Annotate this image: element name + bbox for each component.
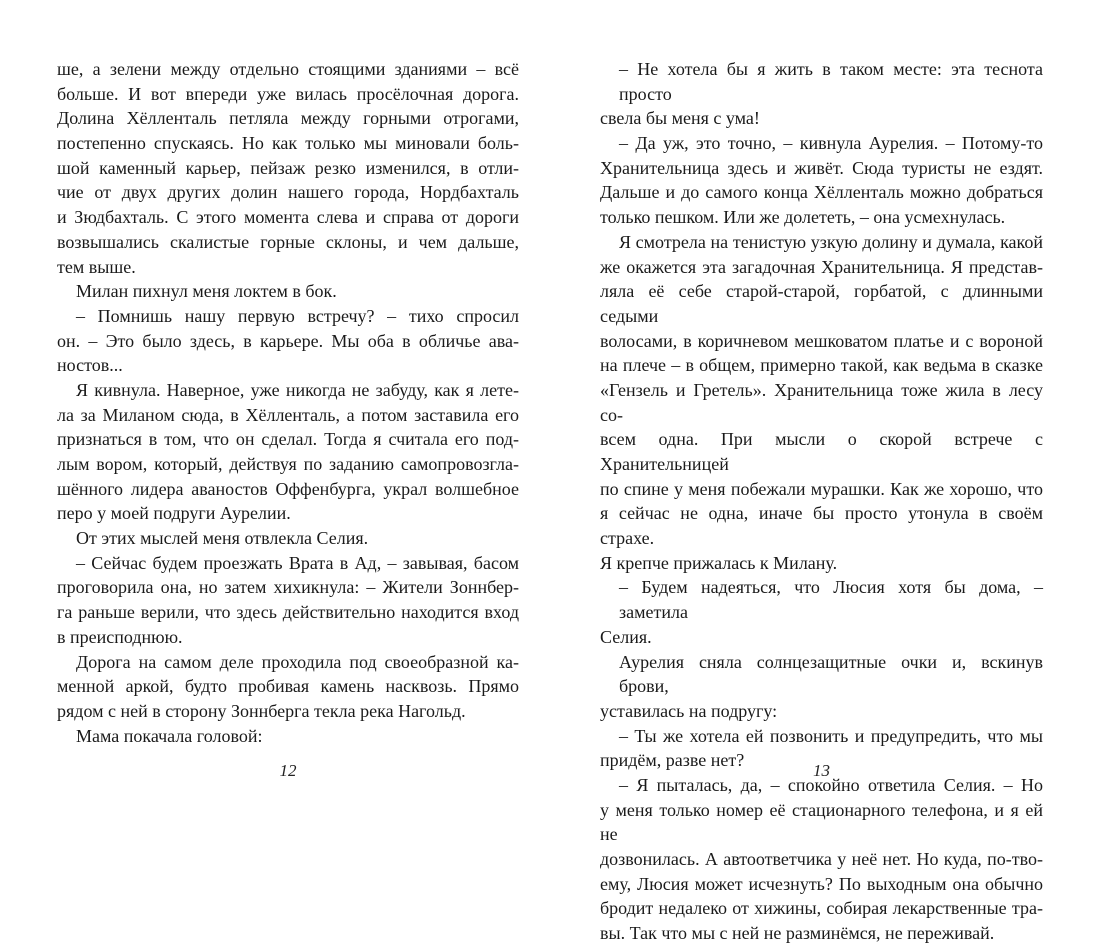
text-line: ностов... bbox=[57, 355, 123, 376]
text-line: менной аркой, будто пробивая камень насквозь. Прямо bbox=[57, 676, 519, 697]
text-line: – Сейчас будем проезжать Врата в Ад, – завывая, басом bbox=[76, 552, 519, 573]
paragraph bbox=[600, 650, 1043, 724]
paragraph bbox=[57, 526, 519, 551]
page-number-right: 13 bbox=[813, 761, 830, 780]
text-line: ла за Миланом сюда, в Хёлленталь, а потом заставила его bbox=[57, 404, 519, 425]
text-line: ше, а зелени между отдельно стоящими зданиями – всё bbox=[57, 59, 519, 79]
book-page-right bbox=[600, 57, 1043, 946]
book-page-left bbox=[57, 57, 519, 748]
text-line: Аурелия сняла солнцезащитные очки и, вскинув брови, bbox=[619, 651, 1043, 697]
text-line: га раньше верили, что здесь действительно находится вход bbox=[57, 602, 519, 623]
text-line: всем одна. При мысли о скорой встрече с Хранительницей bbox=[600, 429, 1043, 474]
text-line: Я кивнула. Наверное, уже никогда не забуду, как я лете- bbox=[76, 379, 519, 400]
text-line: по спине у меня побежали мурашки. Как же хорошо, что bbox=[600, 478, 1043, 499]
text-line: придём, разве нет? bbox=[600, 750, 745, 771]
text-line: – Я пыталась, да, – спокойно ответила Селия. – Но bbox=[619, 774, 1043, 795]
text-line: признаться в том, что он сделал. Тогда я считала его под- bbox=[57, 429, 519, 450]
paragraph bbox=[57, 304, 519, 378]
text-line: Хранительница здесь и живёт. Сюда туристы не ездят. bbox=[600, 157, 1043, 178]
text-line: дозвонилась. А автоответчика у неё нет. Но куда, по-тво- bbox=[600, 849, 1043, 869]
text-line: возвышались скалистые горные склоны, и чем дальше, bbox=[57, 231, 519, 252]
paragraph bbox=[57, 378, 519, 526]
text-line: Дальше и до самого конца Хёлленталь можно добраться bbox=[600, 182, 1043, 203]
text-line: постепенно спускаясь. Но как только мы миновали боль- bbox=[57, 133, 519, 154]
text-line: Мама покачала головой: bbox=[76, 725, 263, 746]
text-line: шённого лидера аваностов Оффенбурга, украл волшебное bbox=[57, 478, 519, 499]
text-line: лым вором, который, действуя по заданию самопровозгла- bbox=[57, 454, 519, 474]
text-line: Я крепче прижалась к Милану. bbox=[600, 552, 838, 573]
text-line: свела бы меня с ума! bbox=[600, 108, 760, 129]
text-line: на плече – в общем, примерно такой, как ведьма в сказке bbox=[600, 355, 1043, 376]
text-line: больше. И вот впереди уже вилась просёлочная дорога. bbox=[57, 83, 519, 104]
text-line: – Ты же хотела ей позвонить и предупредить, что мы bbox=[619, 725, 1043, 746]
text-line: же окажется эта загадочная Хранительница. Я представ- bbox=[600, 256, 1043, 277]
text-line: ему, Люсия может исчезнуть? По выходным она обычно bbox=[600, 873, 1043, 894]
text-line: волосами, в коричневом мешковатом платье и с вороной bbox=[600, 330, 1043, 351]
text-line: – Не хотела бы я жить в таком месте: эта теснота просто bbox=[619, 59, 1043, 104]
text-line: – Помнишь нашу первую встречу? – тихо спросил bbox=[76, 305, 519, 326]
paragraph bbox=[57, 57, 519, 279]
text-line: у меня только номер её стационарного телефона, и я ей не bbox=[600, 799, 1043, 845]
paragraph bbox=[600, 57, 1043, 131]
paragraph bbox=[600, 230, 1043, 576]
text-line: Дорога на самом деле проходила под своеобразной ка- bbox=[76, 651, 519, 672]
text-line: тем выше. bbox=[57, 256, 136, 277]
text-line: уставилась на подругу: bbox=[600, 700, 778, 721]
text-line: в преисподнюю. bbox=[57, 626, 183, 647]
text-line: рядом с ней в сторону Зоннберга текла река Нагольд. bbox=[57, 700, 466, 721]
text-line: проговорила она, но затем хихикнула: – Жители Зоннбер- bbox=[57, 577, 519, 598]
text-line: ляла её себе старой-старой, горбатой, с длинными седыми bbox=[600, 281, 1043, 326]
paragraph bbox=[600, 131, 1043, 230]
paragraph bbox=[600, 773, 1043, 946]
text-line: только пешком. Или же долететь, – она усмехнулась. bbox=[600, 207, 1006, 228]
text-line: перо у моей подруги Аурелии. bbox=[57, 503, 291, 524]
text-line: вы. Так что мы с ней не разминёмся, не переживай. bbox=[600, 923, 995, 944]
paragraph bbox=[57, 724, 519, 749]
paragraph bbox=[57, 279, 519, 304]
text-line: – Да уж, это точно, – кивнула Аурелия. – Потому-то bbox=[619, 133, 1043, 154]
text-line: бродит недалеко от хижины, собирая лекарственные тра- bbox=[600, 898, 1043, 919]
text-line: Милан пихнул меня локтем в бок. bbox=[76, 281, 337, 302]
paragraph bbox=[600, 575, 1043, 649]
text-line: чие от двух других долин нашего города, Нордбахталь bbox=[57, 182, 519, 203]
text-line: Селия. bbox=[600, 626, 652, 647]
text-line: и Зюдбахталь. С этого момента слева и справа от дороги bbox=[57, 207, 519, 228]
text-line: – Будем надеяться, что Люсия хотя бы дома, – заметила bbox=[619, 577, 1043, 623]
page-number-left: 12 bbox=[279, 761, 297, 780]
text-line: «Гензель и Гретель». Хранительница тоже жила в лесу со- bbox=[600, 379, 1043, 425]
text-line: я сейчас не одна, иначе бы просто утонула в своём страхе. bbox=[600, 503, 1043, 549]
text-line: Я смотрела на тенистую узкую долину и думала, какой bbox=[619, 231, 1043, 252]
text-line: Долина Хёлленталь петляла между горными отрогами, bbox=[57, 108, 519, 129]
text-line: От этих мыслей меня отвлекла Селия. bbox=[76, 528, 369, 549]
paragraph bbox=[57, 551, 519, 650]
text-line: шой каменный карьер, пейзаж резко изменился, в отли- bbox=[57, 157, 519, 178]
text-line: он. – Это было здесь, в карьере. Мы оба в обличье ава- bbox=[57, 330, 519, 351]
paragraph bbox=[57, 650, 519, 724]
